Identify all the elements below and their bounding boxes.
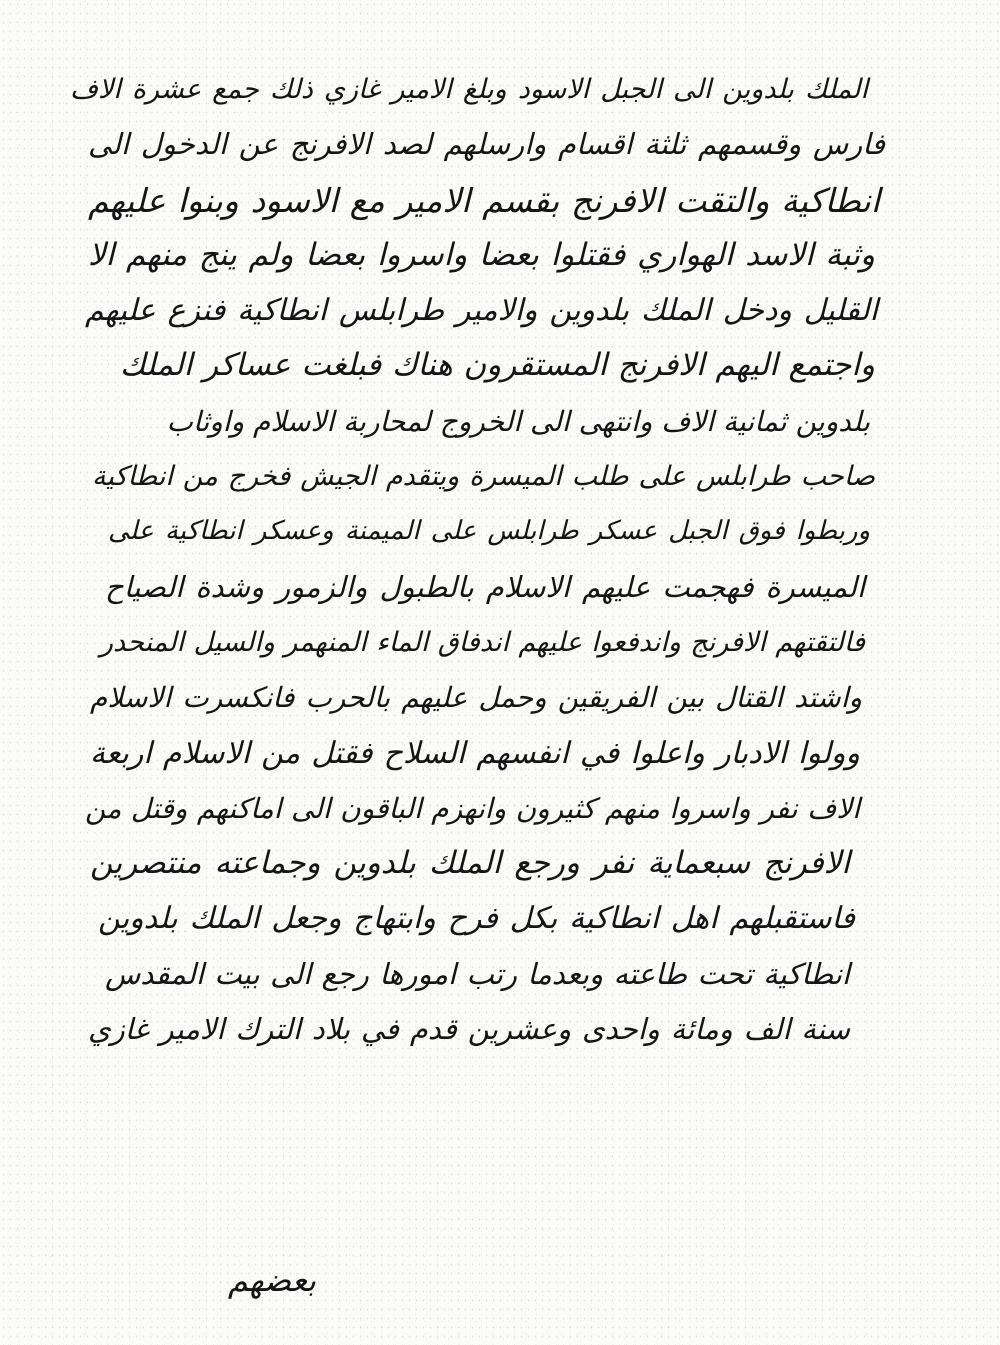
manuscript-line: الاف نفر واسروا منهم كثيرون وانهزم الباقون الى اماكنهم وقتل من — [85, 791, 860, 825]
manuscript-line: واجتمع اليهم الافرنج المستقرون هناك فبلغت عساكر الملك — [120, 347, 875, 384]
manuscript-line: صاحب طرابلس على طلب الميسرة ويتقدم الجيش فخرج من انطاكية — [92, 461, 875, 493]
manuscript-line: سنة الف ومائة واحدى وعشرين قدم في بلاد الترك الامير غازي — [88, 1012, 850, 1047]
manuscript-line: وثبة الاسد الهواري فقتلوا بعضا واسروا بعضا ولم ينج منهم الا — [88, 236, 875, 273]
manuscript-line: وربطوا فوق الجبل عسكر طرابلس على الميمنة وعسكر انطاكية على — [108, 516, 870, 547]
manuscript-line: فالتقتهم الافرنج واندفعوا عليهم اندفاق الماء المنهمر والسيل المنحدر — [100, 626, 865, 658]
manuscript-line: فارس وقسمهم ثلثة اقسام وارسلهم لصد الافرنج عن الدخول الى — [88, 127, 885, 162]
manuscript-line: بلدوين ثمانية الاف وانتهى الى الخروج لمحاربة الاسلام واوثاب — [166, 404, 870, 438]
manuscript-line: الميسرة فهجمت عليهم الاسلام بالطبول والزمور وشدة الصياح — [105, 569, 865, 604]
manuscript-line: واشتد القتال بين الفريقين وحمل عليهم بالحرب فانكسرت الاسلام — [90, 681, 862, 715]
manuscript-line: الافرنج سبعماية نفر ورجع الملك بلدوين وجماعته منتصرين — [90, 845, 850, 882]
manuscript-line: انطاكية والتقت الافرنج بقسم الامير مع الاسود وبنوا عليهم — [88, 180, 880, 220]
manuscript-line: فاستقبلهم اهل انطاكية بكل فرح وابتهاج وجعل الملك بلدوين — [98, 901, 855, 937]
manuscript-line: انطاكية تحت طاعته وبعدما رتب امورها رجع الى بيت المقدس — [105, 956, 850, 991]
manuscript-text-block — [70, 62, 930, 1232]
catchword: بعضهم — [227, 1261, 317, 1299]
manuscript-line: وولوا الادبار واعلوا في انفسهم السلاح فقتل من الاسلام اربعة — [90, 735, 860, 771]
manuscript-line: القليل ودخل الملك بلدوين والامير طرابلس انطاكية فنزع عليهم — [85, 293, 878, 329]
manuscript-line: الملك بلدوين الى الجبل الاسود وبلغ الامير غازي ذلك جمع عشرة الاف — [70, 74, 868, 105]
